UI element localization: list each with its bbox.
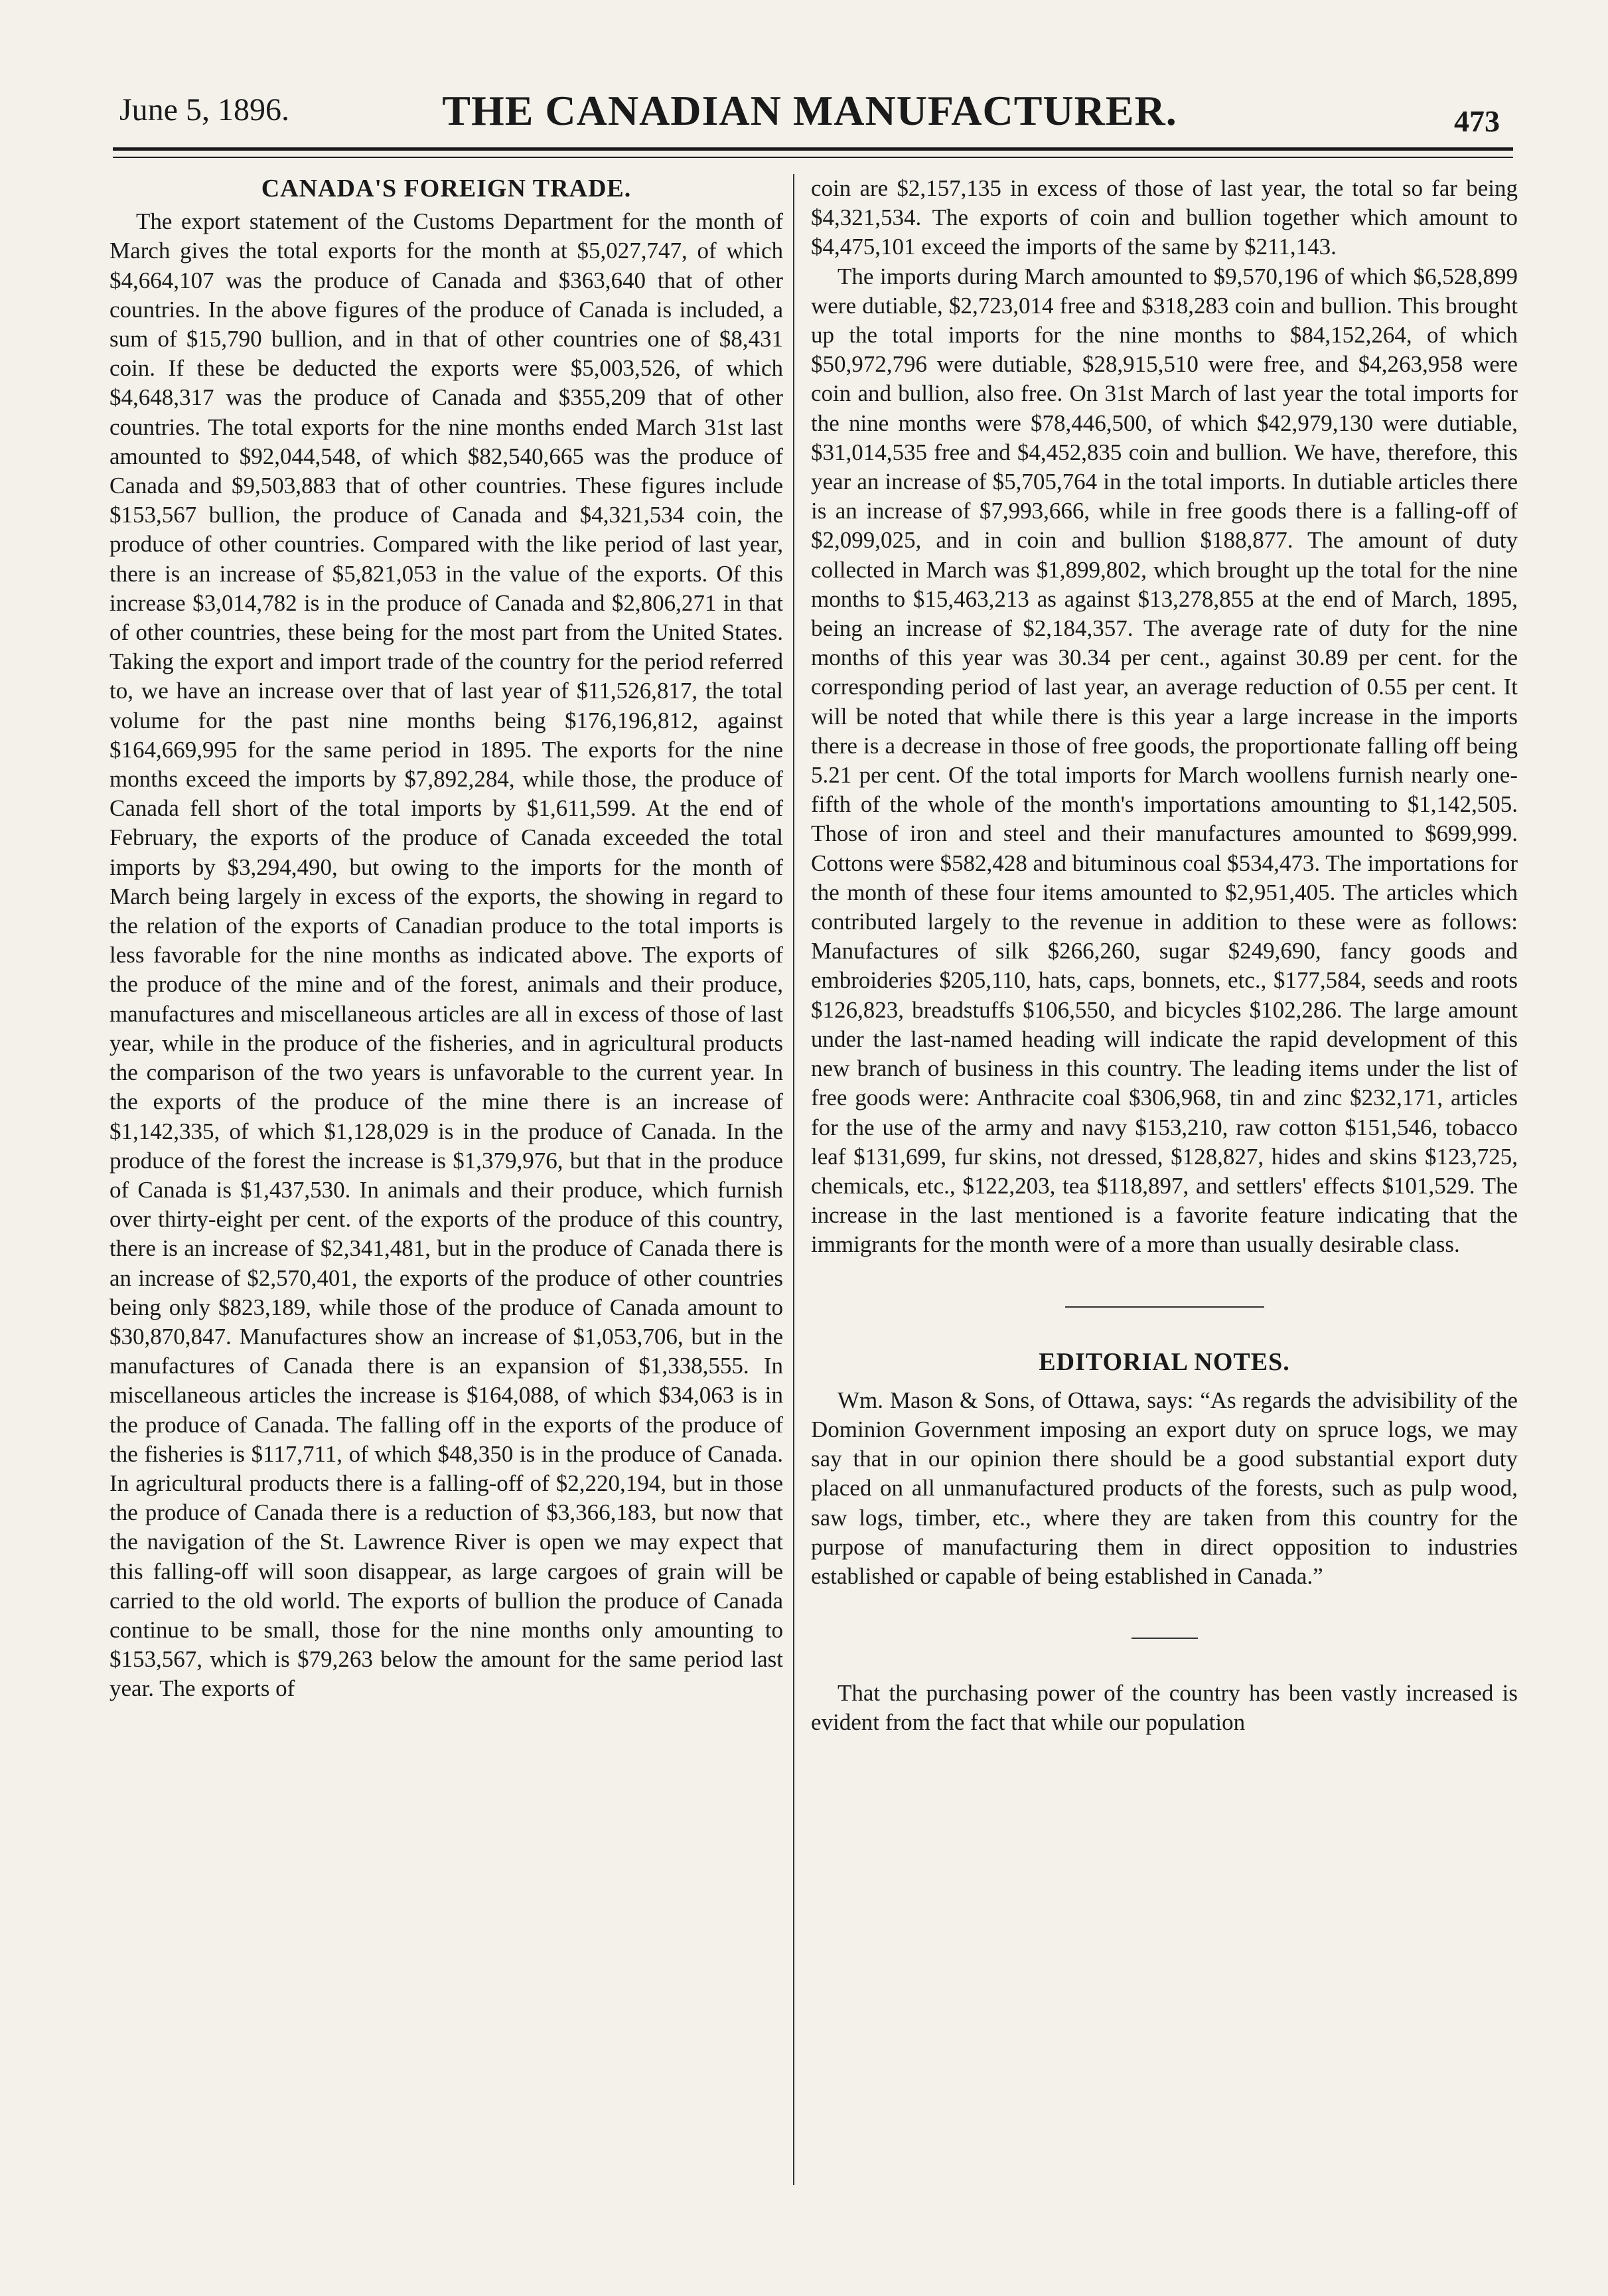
editorial-divider: [1132, 1638, 1198, 1639]
article-continuation: coin are $2,157,135 in excess of those of last year, the total so far being $4,321,534. The exports of coin and bullion together which amount to $4,475,101 exceed the imports of the same by $211,143.: [811, 175, 1518, 260]
publication-title: THE CANADIAN MANUFACTURER.: [442, 87, 1177, 134]
right-column: [811, 174, 1518, 1738]
header-rule-thick: [113, 147, 1513, 151]
issue-date: June 5, 1896.: [119, 92, 289, 127]
article-paragraph: The export statement of the Customs Department for the month of March gives the total exports for the month at $5,027,747, of which $4,664,107 was the produce of Canada and $363,640 that of other countries. In the above figures of the produce of Canada is included, a sum of $15,790 bullion, and in that of other countries one of $8,431 coin. If these be deducted the exports were $5,003,526, of which $4,648,317 was the produce of Canada and $355,209 that of other countries. The total exports for the nine months ended March 31st last amounted to $92,044,548, of which $82,540,665 was the produce of Canada and $9,503,883 that of other countries. These figures include $153,567 bullion, the produce of Canada and $4,321,534 coin, the produce of other countries. Compared with the like period of last year, there is an increase of $5,821,053 in the value of the exports. Of this increase $3,014,782 is in the produce of Canada and $2,806,271 in that of other countries, these being for the most part from the United States. Taking the export and import trade of the country for the period referred to, we have an increase over that of last year of $11,526,817, the total volume for the past nine months being $176,196,812, against $164,669,995 for the same period in 1895. The exports for the nine months exceed the imports by $7,892,284, while those, the produce of Canada fell short of the total imports by $1,611,599. At the end of February, the exports of the produce of Canada exceeded the total imports by $3,294,490, but owing to the imports for the month of March being largely in excess of the exports, the showing in regard to the relation of the exports of Canadian produce to the total imports is less favorable for the nine months as indicated above. The exports of the produce of the mine and of the forest, animals and their produce, manufactures and miscellaneous articles are all in excess of those of last year, while in the produce of the fisheries, and in agricultural products the comparison of the two years is unfavorable to the current year. In the exports of the produce of the mine there is an increase of $1,142,335, of which $1,128,029 is in the produce of Canada. In the produce of the forest the increase is $1,379,976, but that in the produce of Canada is $1,437,530. In animals and their produce, which furnish over thirty-eight per cent. of the exports of the produce of this country, there is an increase of $2,341,481, but in the produce of Canada there is an increase of $2,570,401, the exports of the produce of other countries being only $823,189, while those of the produce of Canada amount to $30,870,847. Manufactures show an increase of $1,053,706, but in the manufactures of Canada there is an expansion of $1,338,555. In miscellaneous articles the increase is $164,088, of which $34,063 is in the produce of Canada. The falling off in the exports of the produce of the fisheries is $117,711, of which $48,350 is in the produce of Canada. In agricultural products there is a falling-off of $2,220,194, but in those the produce of Canada there is a reduction of $3,366,183, but now that the navigation of the St. Lawrence River is open we may expect that this falling-off will soon disappear, as large cargoes of grain will be carried to the old world. The exports of bullion the produce of Canada continue to be small, those for the nine months only amounting to $153,567, which is $79,263 below the amount for the same period last year. The exports of: [110, 208, 783, 1702]
imports-paragraph: The imports during March amounted to $9,570,196 of which $6,528,899 were dutiable, $2,723,014 free and $318,283 coin and bullion. This brought up the total imports for the nine months to $84,152,264, of which $50,972,796 were dutiable, $28,915,510 were free, and $4,263,958 were coin and bullion, also free. On 31st March of last year the total imports for the nine months were $78,446,500, of which $42,979,130 were dutiable, $31,014,535 free and $4,452,835 coin and bullion. We have, therefore, this year an increase of $5,705,764 in the total imports. In dutiable articles there is an increase of $7,993,666, while in free goods there is a falling-off of $2,099,025, and in coin and bullion $188,877. The amount of duty collected in March was $1,899,802, which brought up the total for the nine months to $15,463,213 as against $13,278,855 at the end of March, 1895, being an increase of $2,184,357. The average rate of duty for the nine months of this year was 30.34 per cent., against 30.89 per cent. for the corresponding period of last year, an average reduction of 0.55 per cent. It will be noted that while there is this year a large increase in the imports there is a decrease in those of free goods, the proportionate falling off being 5.21 per cent. Of the total imports for March woollens furnish nearly one-fifth of the whole of the month's importations amounting to $1,142,505. Those of iron and steel and their manufactures amounted to $699,999. Cottons were $582,428 and bituminous coal $534,473. The importations for the month of these four items amounted to $2,951,405. The articles which contributed largely to the revenue in addition to these were as follows: Manufactures of silk $266,260, sugar $249,690, fancy goods and embroideries $205,110, hats, caps, bonnets, etc., $177,584, seeds and roots $126,823, breadstuffs $106,550, and bicycles $102,286. The large amount under the last-named heading will indicate the rapid development of this new branch of business in this country. The leading items under the list of free goods were: Anthracite coal $306,968, tin and zinc $232,171, articles for the use of the army and navy $153,210, raw cotton $151,546, tobacco leaf $131,699, fur skins, not dressed, $128,827, hides and skins $123,725, chemicals, etc., $122,203, tea $118,897, and settlers' effects $101,529. The increase in the last mentioned is a favorite feature indicating that the immigrants for the month were of a more than usually desirable class.: [811, 263, 1518, 1258]
editorial-paragraph: Wm. Mason & Sons, of Ottawa, says: “As regards the advisibility of the Dominion Government imposing an export duty on spruce logs, we may say that in our opinion there should be a good substantial export duty placed on all unmanufactured products of the forests, such as pulp wood, saw logs, timber, etc., where they are taken from this country for the purpose of manufacturing them in direct opposition to industries established or capable of being established in Canada.”: [811, 1387, 1518, 1589]
page-header: [106, 80, 1513, 146]
editorial-paragraph: That the purchasing power of the country has been vastly increased is evident from the fact that while our population: [811, 1680, 1518, 1736]
article-heading: CANADA'S FOREIGN TRADE.: [261, 175, 632, 202]
column-divider: [793, 174, 794, 2185]
left-column: [110, 174, 783, 1704]
editorial-heading: EDITORIAL NOTES.: [1039, 1347, 1290, 1376]
header-rule-thin: [113, 157, 1513, 158]
page-number: 473: [1454, 104, 1500, 138]
section-divider: [1065, 1306, 1264, 1308]
